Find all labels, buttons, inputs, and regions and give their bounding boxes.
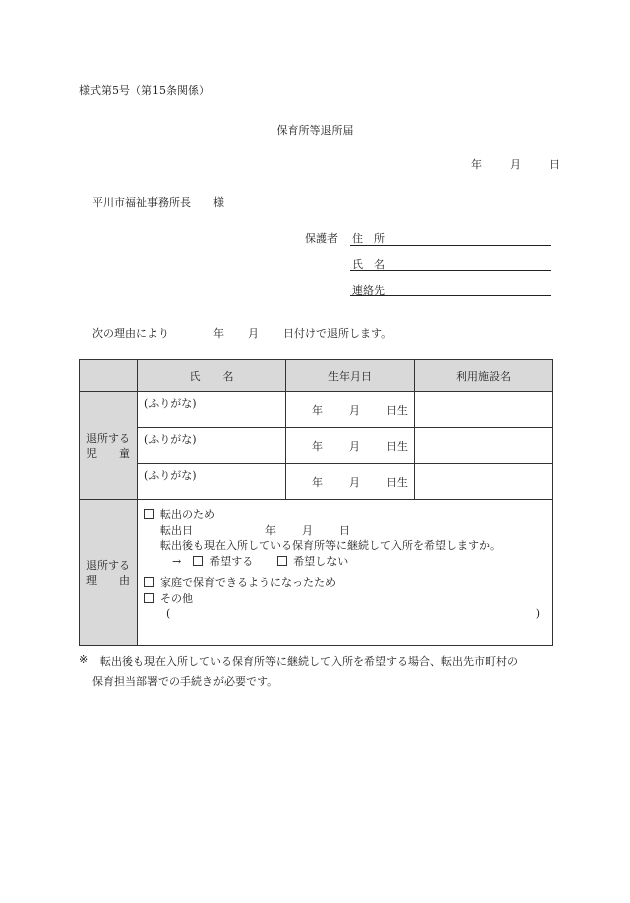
move-day-label: 日: [339, 523, 350, 537]
move-date-label: 転出日: [160, 523, 193, 537]
paren-open: (: [166, 607, 171, 620]
statement-suffix: 日付けで退所します。: [283, 327, 393, 340]
home-care-checkbox[interactable]: [144, 577, 154, 587]
reason-other-option: [144, 591, 552, 607]
dob-year-label: 年: [312, 475, 323, 489]
move-month-label: 月: [302, 523, 313, 537]
move-year-label: 年: [265, 523, 276, 537]
table-row: [80, 392, 553, 428]
date-month-label: 月: [510, 158, 521, 171]
reason-label-line1: 退所する: [86, 558, 130, 572]
guardian-contact-label: 連絡先: [352, 284, 385, 297]
child-name-cell[interactable]: [138, 464, 286, 500]
child-label-line2: 児 童: [86, 446, 130, 460]
form-title: 保育所等退所届: [276, 124, 354, 137]
note-mark: ※: [79, 653, 89, 666]
table-row: [80, 428, 553, 464]
guardian-label: 保護者: [305, 232, 338, 245]
child-facility-cell[interactable]: [415, 464, 553, 500]
date-line: [471, 156, 560, 172]
date-year-label: 年: [471, 158, 482, 171]
dob-year-label: 年: [312, 439, 323, 453]
dob-day-label: 日生: [386, 403, 408, 417]
child-name-cell[interactable]: [138, 428, 286, 464]
dob-year-label: 年: [312, 403, 323, 417]
dob-month-label: 月: [349, 403, 360, 417]
child-facility-cell[interactable]: [415, 428, 553, 464]
paren-close: ): [535, 607, 540, 620]
date-day-label: 日: [549, 158, 560, 171]
addressee: [92, 194, 224, 210]
form-number: 様式第5号（第15条関係）: [79, 84, 210, 97]
note-line-2: 保育担当部署での手続きが必要です。: [92, 675, 279, 688]
move-date-line: [144, 523, 552, 539]
furigana-label: (ふりがな): [144, 433, 197, 446]
child-facility-cell[interactable]: [415, 392, 553, 428]
no-wish-label: 希望しない: [293, 554, 349, 568]
reason-home-care-option: [144, 575, 552, 591]
child-dob-cell[interactable]: [286, 428, 415, 464]
move-out-label: 転出のため: [160, 508, 215, 521]
reason-label-cell: [80, 500, 138, 646]
other-checkbox[interactable]: [144, 593, 154, 603]
table-header-row: [80, 360, 553, 392]
move-out-checkbox[interactable]: [144, 509, 154, 519]
child-name-cell[interactable]: [138, 392, 286, 428]
child-label-line1: 退所する: [86, 431, 130, 445]
continue-question: 転出後も現在入所している保育所等に継続して入所を希望しますか。: [160, 539, 501, 552]
reason-label-line2: 理 由: [86, 573, 130, 587]
wish-label: 希望する: [209, 554, 254, 568]
guardian-address-field[interactable]: [350, 245, 551, 246]
guardian-contact-field[interactable]: [350, 295, 551, 296]
no-wish-checkbox[interactable]: [277, 556, 287, 566]
dob-day-label: 日生: [386, 475, 408, 489]
withdrawal-statement: [92, 325, 392, 341]
guardian-name-label: 氏 名: [352, 258, 385, 271]
header-corner: [80, 360, 138, 392]
note-line-1: 転出後も現在入所している保育所等に継続して入所を希望する場合、転出先市町村の: [100, 655, 518, 668]
header-facility: 利用施設名: [415, 360, 553, 392]
other-label: その他: [160, 591, 193, 605]
child-label-cell: [80, 392, 138, 500]
statement-month: 月: [248, 327, 259, 340]
reason-move-out-option: [144, 507, 552, 523]
continue-choice-line: [144, 554, 552, 570]
reason-cell: [138, 500, 553, 646]
arrow-icon: →: [172, 554, 182, 568]
statement-year: 年: [213, 327, 224, 340]
guardian-name-field[interactable]: [350, 270, 551, 271]
addressee-honorific: 様: [213, 196, 224, 209]
dob-month-label: 月: [349, 439, 360, 453]
dob-month-label: 月: [349, 475, 360, 489]
home-care-label: 家庭で保育できるようになったため: [160, 576, 336, 589]
furigana-label: (ふりがな): [144, 469, 197, 482]
header-dob: 生年月日: [286, 360, 415, 392]
statement-prefix: 次の理由により: [92, 327, 169, 340]
dob-day-label: 日生: [386, 439, 408, 453]
wish-checkbox[interactable]: [193, 556, 203, 566]
child-dob-cell[interactable]: [286, 392, 415, 428]
addressee-name: 平川市福祉事務所長: [92, 196, 191, 209]
header-name: 氏 名: [138, 360, 286, 392]
other-detail-field[interactable]: [144, 606, 552, 622]
table-row: [80, 464, 553, 500]
furigana-label: (ふりがな): [144, 397, 197, 410]
reason-row: [80, 500, 553, 646]
withdrawal-table: [79, 359, 553, 646]
child-dob-cell[interactable]: [286, 464, 415, 500]
guardian-address-label: 住 所: [352, 232, 385, 245]
